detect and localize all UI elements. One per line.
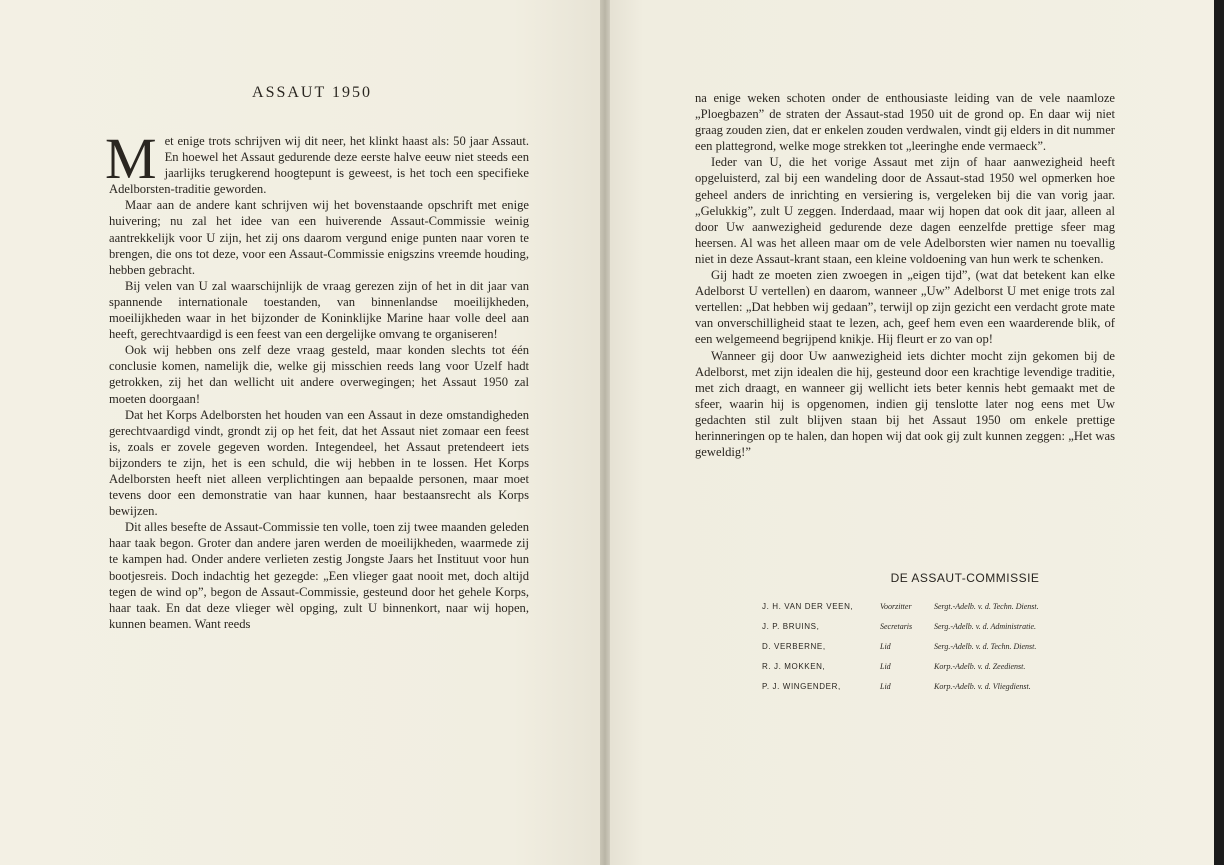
member-name: R. J. MOKKEN,: [762, 661, 826, 671]
committee-members-table: [762, 596, 1039, 696]
paragraph: Ook wij hebben ons zelf deze vraag gesteld, maar konden slechts tot één conclusie komen, namelijk die, welke gij misschien reeds lang voor Uzelf hadt getrokken, zij het dan wellicht uit andere overwegingen; het Assaut 1950 zal moeten doorgaan!: [109, 343, 529, 406]
paragraph: na enige weken schoten onder de enthousiaste leiding van de vele naamloze „Ploegbazen” de straten der Assaut-stad 1950 uit de grond op. En daar wij niet graag zouden zien, dat er enkelen zouden verdwalen, vindt gij elders in dit nummer een plattegrond, welke moge strekken tot „leeringhe ende vermaeck”.: [695, 91, 1115, 154]
drop-cap: M: [105, 126, 157, 191]
left-column-text: [105, 126, 529, 632]
page-title: ASSAUT 1950: [252, 84, 372, 101]
paragraph: Ieder van U, die het vorige Assaut met zijn of haar aanwezigheid heeft opgeluisterd, zal bij een wandeling door de Assaut-stad 1950 wel opmerken hoe geheel anders de inrichting en versiering is, vergeleken bij die van vorig jaar. „Gelukkig”, zult U zeggen. Inderdaad, maar wij hopen dat ook dit jaar, alleen al door Uw aanwezigheid gedurende deze dagen eenzelfde prettige sfeer mag heersen. Al was het alleen maar om de vele Adelborsten wier namen nu toevallig niet in deze Assaut-krant staan, een kleine voldoening van hun werk te schenken.: [695, 155, 1115, 266]
paragraph: Maar aan de andere kant schrijven wij het bovenstaande opschrift met enige huivering; nu zal het idee van een huiverende Assaut-Commissie weinig aantrekkelijk voor U zijn, het zij ons daarom vergund enige punten naar voren te brengen, die ons tot deze, voor een Assaut-Commissie enigszins vreemde houding, hebben gebracht.: [109, 198, 529, 277]
member-name: J. H. VAN DER VEEN,: [762, 601, 854, 611]
paragraph: Dit alles besefte de Assaut-Commissie ten volle, toen zij twee maanden geleden haar taak begon. Groter dan andere jaren werden de moeilijkheden, waarmede zij te kampen had. Onder andere verlieten zestig Jongste Jaars het Instituut voor hun bootjesreis. Doch indachtig het gezegde: „Een vlieger gaat nooit met, doch altijd tegen de wind op”, begon de Assaut-Commissie, gesteund door het gehele Korps, haar taak. En dat deze vlieger wèl opging, zult U binnenkort, naar wij hopen, kunnen beamen. Want reeds: [109, 520, 529, 631]
paragraph: Dat het Korps Adelborsten het houden van een Assaut in deze omstandigheden gerechtvaardigd vindt, grondt zij op het feit, dat het Assaut niet zomaar een feest is, zoals er zovele gegeven worden. Integendeel, het Assaut pretendeert iets bijzonders te zijn, het is een schuld, die wij hebben in te lossen. Het Korps Adelborsten heeft niet alleen verplichtingen aan bepaalde personen, maar moet tevens door een demonstratie van haar kunnen, haar bestaansrecht als Korps bewijzen.: [109, 407, 529, 519]
scan-edge: [1214, 0, 1224, 865]
member-rank: Serg.-Adelb. v. d. Administratie.: [934, 621, 1037, 631]
right-column-text: [695, 90, 1115, 460]
book-gutter: [600, 0, 610, 865]
member-rank: Sergt.-Adelb. v. d. Techn. Dienst.: [934, 601, 1039, 611]
member-name: J. P. BRUINS,: [762, 621, 820, 631]
paragraph: Wanneer gij door Uw aanwezigheid iets dichter mocht zijn gekomen bij de Adelborst, met zijn idealen die hij, gesteund door een krachtige levendige traditie, met zich draagt, en wanneer gij wellicht iets beter kennis hebt gemaakt met de sfeer, waarin hij is opgenomen, indien gij tenslotte later nog eens met Uw gedachten stil zult blijven staan bij het Assaut 1950 om enkele prettige herinneringen op te halen, dan hopen wij dat ook gij zult kunnen zeggen: „Het was geweldig!”: [695, 348, 1115, 460]
paragraph: Bij velen van U zal waarschijnlijk de vraag gerezen zijn of het in dit jaar van spannende internationale toestanden, van binnenlandse moeilijkheden, moeilijkheden waar in het bijzonder de Koninklijke Marine haar volle deel aan heeft, gerechtvaardigd is een feest van een dergelijke omvang te organiseren!: [109, 278, 529, 342]
member-row: [762, 616, 1039, 636]
member-role: Voorzitter: [880, 601, 912, 611]
member-row: [762, 656, 1039, 676]
member-role: Lid: [880, 681, 891, 691]
committee-heading: DE ASSAUT-COMMISSIE: [890, 571, 1040, 585]
paragraph-text: et enige trots schrijven wij dit neer, het klinkt haast als: 50 jaar Assaut. En hoewel het Assaut gedurende deze eerste halve eeuw niet steeds een jaarlijks terugkerend hoogtepunt is geweest, is het toch een specifieke Adelborsten-traditie geworden.: [109, 134, 529, 197]
member-role: Lid: [880, 641, 891, 651]
member-role: Secretaris: [880, 621, 913, 631]
member-row: [762, 636, 1039, 656]
member-rank: Korp.-Adelb. v. d. Vliegdienst.: [934, 681, 1031, 691]
paragraph: Gij hadt ze moeten zien zwoegen in „eigen tijd”, (wat dat betekent kan elke Adelborst U vertellen) en daarom, wanneer „Uw” Adelborst U met enige trots zal vertellen: „Dat hebben wij gedaan”, terwijl op zijn gezicht een verdacht grote mate van onverschilligheid staat te lezen, ach, geef hem even een waarderende blik, of een welgemeend begrijpend knikje. Hij fleurt er zo van op!: [695, 268, 1115, 347]
paragraph: [105, 126, 529, 197]
member-name: P. J. WINGENDER,: [762, 681, 841, 691]
member-role: Lid: [880, 661, 891, 671]
member-rank: Serg.-Adelb. v. d. Techn. Dienst.: [934, 641, 1037, 651]
member-row: [762, 676, 1039, 696]
member-name: D. VERBERNE,: [762, 641, 826, 651]
member-rank: Korp.-Adelb. v. d. Zeedienst.: [934, 661, 1026, 671]
member-row: [762, 596, 1039, 616]
